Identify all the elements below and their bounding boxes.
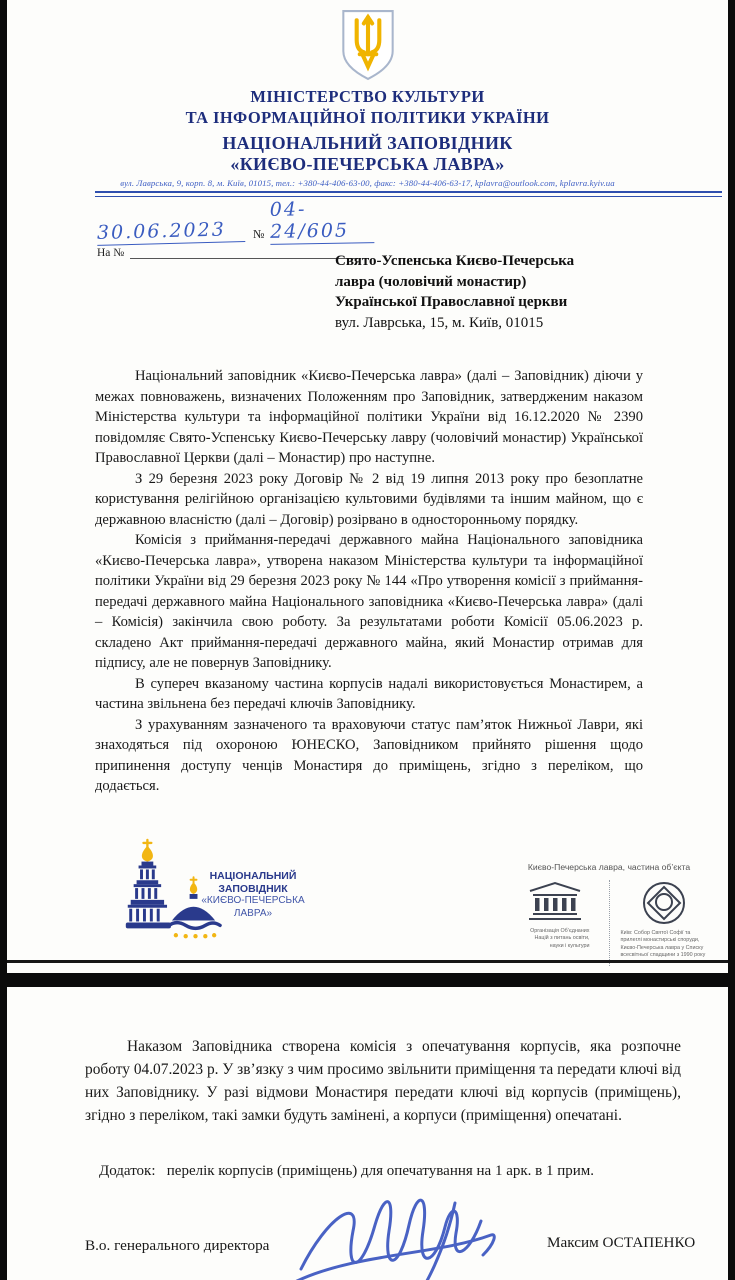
org-address-line: вул. Лаврська, 9, корп. 8, м. Київ, 01015, тел.: +380-44-406-63-00, факс: +380-44-406-63-17, kplavra@outlook.com, kplavra.kyiv.ua	[120, 178, 615, 188]
paragraph-4: В супереч вказаному частина корпусів надалі використовується Монастирем, а частина звільнена без передачі ключів Заповіднику.	[95, 675, 643, 712]
footer-logo-line1: НАЦІОНАЛЬНИЙ	[209, 870, 297, 882]
world-heritage-column	[618, 880, 710, 959]
footer-logo-line4: ЛАВРА»	[233, 907, 273, 919]
recipient-line4: вул. Лаврська, 15, м. Київ, 01015	[335, 314, 544, 331]
letter-body	[95, 366, 643, 797]
reply-to-label: На №	[97, 247, 125, 259]
recipient-block	[335, 251, 574, 333]
recipient-line3: Української Православної церкви	[335, 294, 568, 310]
unesco-block	[495, 862, 723, 966]
org-line2: «КИЄВО-ПЕЧЕРСЬКА ЛАВРА»	[230, 154, 505, 174]
number-sign: №	[253, 227, 265, 241]
unesco-temple-icon	[524, 880, 586, 924]
attachment-note: Додаток: перелік корпусів (приміщень) для опечатування на 1 арк. в 1 прим.	[99, 1163, 595, 1179]
world-heritage-caption: Київ: Собор Святої Софії та прилеглі монастирські споруди, Києво-Печерська лавра у Списку всесвітньої спадщини з 1990 року	[620, 930, 706, 958]
reply-to-blank-line	[130, 246, 358, 259]
scan-artifact-line	[7, 960, 728, 963]
recipient-line1: Свято-Успенська Києво-Печерська	[335, 253, 575, 269]
letter-page-1	[7, 0, 728, 973]
reference-row	[97, 198, 397, 244]
recipient-line2: лавра (чоловічий монастир)	[335, 273, 527, 290]
ministry-line1: МІНІСТЕРСТВО КУЛЬТУРИ	[250, 87, 485, 106]
page-gap	[0, 973, 735, 987]
ministry-heading	[7, 86, 728, 128]
unesco-logo-column	[509, 880, 601, 950]
reference-block	[97, 198, 397, 259]
unesco-caption: Організація Об’єднаних Націй з питань освіти, науки і культури	[530, 928, 590, 949]
paragraph-1: Національний заповідник «Києво-Печерська лавра» (далі – Заповідник) діючи у межах повноважень, визначених Положенням про Заповідник, затвердженим наказом Міністерства культури та інформаційної політики України від 16.12.2020 № 2390 повідомляє Свято-Успенську Києво-Печерську лавру (чоловічий монастир) Української Православної Церкви (далі – Монастир) про наступне.	[95, 368, 643, 466]
unesco-icons-row	[495, 880, 723, 966]
handwritten-date: 30.06.2023	[97, 218, 246, 246]
unesco-title: Києво-Печерська лавра, частина об’єкта	[527, 862, 691, 872]
footer-logo-text	[193, 870, 313, 920]
org-line1: НАЦІОНАЛЬНИЙ ЗАПОВІДНИК	[222, 133, 513, 153]
footer-logo-line3: «КИЄВО-ПЕЧЕРСЬКА	[201, 895, 305, 906]
paragraph-6: Наказом Заповідника створена комісія з опечатування корпусів, яка розпочне роботу 04.07.2023 р. У зв’язку з чим просимо звільнити приміщення та передати ключі від них Заповіднику. У разі відмови Монастиря передати ключі від корпусів (приміщень), згідно з переліком, такі замки будуть замінені, а корпуси (приміщення) опечатані.	[85, 1038, 681, 1124]
paragraph-2: З 29 березня 2023 року Договір № 2 від 19 липня 2013 року про безоплатне користування релігійною організацією культовими будівлями та іншим майном, що є державною власністю (далі – Договір) розірвано в односторонньому порядку.	[95, 470, 643, 528]
signer-name: Максим ОСТАПЕНКО	[547, 1234, 696, 1251]
letter-page-2	[7, 987, 728, 1280]
handwritten-number: 04-24/605	[270, 197, 375, 245]
paragraph-3: Комісія з приймання-передачі державного майна Національного заповідника «Києво-Печерська лавра», утворена наказом Міністерства культури та інформаційної політики України від 29 березня 2023 року № 144 «Про утворення комісії з приймання-передачі державного майна Національного заповідника «Києво-Печерська лавра» (далі – Комісія) закінчила свою роботу. За результатами роботи Комісії 05.06.2023 р. складено Акт приймання-передачі державного майна, який Монастир отримав для підпису, але не повернув Заповіднику.	[95, 532, 643, 671]
paragraph-5: З урахуванням зазначеного та враховуючи статус пам’яток Нижньої Лаври, які знаходяться під охороною ЮНЕСКО, Заповідником прийнято рішення щодо припинення доступу ченців Монастиря до приміщень, згідно з переліком, що додається.	[95, 716, 643, 794]
letter-body-page2	[85, 1035, 681, 1127]
header-divider	[95, 191, 722, 197]
world-heritage-emblem-icon	[641, 880, 687, 926]
organization-heading	[7, 133, 728, 175]
signer-position: В.о. генерального директора	[85, 1237, 270, 1254]
footer-logo-line2: ЗАПОВІДНИК	[218, 882, 288, 895]
unesco-separator	[609, 880, 610, 966]
ukraine-trident-emblem-icon	[337, 8, 399, 82]
handwritten-signature	[287, 1177, 517, 1280]
ministry-line2: ТА ІНФОРМАЦІЙНОЇ ПОЛІТИКИ УКРАЇНИ	[185, 108, 550, 127]
